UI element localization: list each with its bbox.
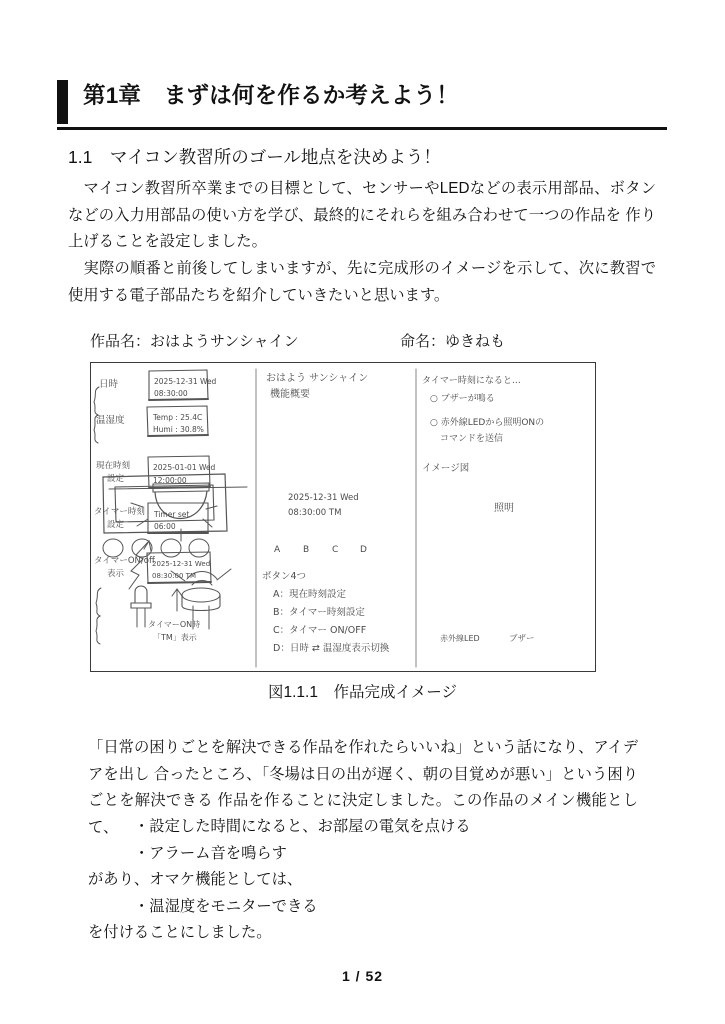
paragraph-3-line-3: 作品を作ることに決定しました。この作品のメイン機能として、	[88, 792, 638, 836]
fig-screen-1-line-1: Temp : 25.4C	[153, 413, 203, 422]
figure-sketch	[90, 362, 596, 672]
bullet-item-2: ・アラーム音を鳴らす	[134, 844, 287, 862]
paragraph-1-line-1: マイコン教習所卒業までの目標として、センサーやLEDなどの表示用部品、ボタン	[68, 180, 656, 197]
fig-button-desc-0: A：現在時刻設定	[273, 589, 346, 600]
figure-sketch-svg	[91, 363, 597, 673]
fig-right-item-2: コマンドを送信	[440, 434, 504, 444]
fig-screen-3-line-2: 06:00	[154, 522, 176, 531]
fig-button-d: D	[360, 545, 367, 555]
fig-left-annotation-2: 「TM」表示	[153, 633, 197, 642]
fig-lamp-label: 照明	[494, 503, 514, 514]
fig-left-label-0: 日時	[99, 379, 119, 390]
bullet-item-1: ・設定した時間になると、お部屋の電気を点ける	[134, 818, 471, 835]
fig-left-label-2a: 現在時刻	[96, 461, 131, 471]
fig-button-c: C	[332, 545, 339, 555]
figure-caption: 図1.1.1 作品完成イメージ	[267, 684, 457, 701]
fig-screen-0-line-2: 08:30:00	[154, 389, 188, 398]
paragraph-3-line-1: 「日常の困りごとを解決できる作品を作れたらいいね」という話になり、アイデアを出し	[88, 739, 638, 783]
section-heading: 1.1 マイコン教習所のゴール地点を決めよう！	[68, 147, 441, 167]
fig-screen-2-line-1: 2025-01-01 Wed	[153, 463, 216, 472]
paragraph-1-line-2: などの入力用部品の使い方を学び、最終的にそれらを組み合わせて一つの作品を	[68, 206, 621, 224]
fig-buttons-heading: ボタン4つ	[262, 571, 307, 582]
fig-left-label-4a: タイマーON/off	[94, 556, 155, 566]
chapter-heading	[57, 78, 667, 130]
fig-right-item-0: ○ ブザーが鳴る	[430, 394, 495, 404]
paragraph-2-line-1: 実際の順番と前後してしまいますが、先に完成形のイメージを示して、次に教習で	[68, 260, 656, 277]
figure-naming: 命名：ゆきねも	[400, 333, 506, 350]
fig-left-annotation-1: タイマーON時	[148, 620, 201, 629]
fig-right-heading: タイマー時刻になると…	[422, 376, 521, 386]
feature-list	[88, 814, 638, 947]
fig-left-label-3a: タイマー時刻	[94, 507, 145, 517]
paragraph-2	[68, 256, 656, 309]
fig-lcd-line-1: 2025-12-31 Wed	[288, 493, 359, 503]
fig-button-b: B	[303, 545, 310, 555]
fig-screen-1-line-2: Humi : 30.8%	[153, 425, 204, 434]
chapter-accent-bar	[57, 80, 68, 124]
fig-button-desc-1: B：タイマー時刻設定	[273, 607, 365, 618]
fig-screen-2-line-2: 12:00:00	[153, 476, 187, 485]
end-line: を付けることにしました。	[88, 924, 272, 941]
fig-lcd-line-2: 08:30:00 TM	[288, 508, 342, 518]
fig-screen-3-line-1: Timer set	[154, 510, 190, 519]
mid-line: があり、オマケ機能としては、	[88, 871, 303, 888]
paragraph-2-line-2: 使用する電子部品たちを紹介していきたいと思います。	[68, 286, 450, 304]
paragraph-1-line-3: 作り上げることを設定しました。	[68, 206, 657, 250]
fig-left-label-3b: 設定	[107, 520, 125, 530]
fig-screen-4-line-1: 2025-12-31 Wed	[152, 560, 211, 568]
paragraph-1	[68, 176, 656, 256]
fig-screen-4-line-2: 08:30:00 TM	[152, 572, 196, 580]
chapter-divider	[57, 127, 667, 130]
paragraph-3-line-2: 合ったところ、「冬場は日の出が遅く、朝の目覚めが悪い」という困りごとを解決できる	[88, 765, 639, 809]
fig-led-label: 赤外線LED	[440, 634, 480, 643]
fig-title-line-2: 機能概要	[270, 389, 310, 400]
fig-right-item-1: ○ 赤外線LEDから照明ONの	[430, 418, 545, 428]
bullet-item-3: ・温湿度をモニターできる	[134, 897, 318, 915]
chapter-title: 第1章 まずは何を作るか考えよう！	[83, 83, 459, 108]
page-number: 1 / 52	[341, 968, 384, 984]
fig-button-a: A	[274, 545, 281, 555]
fig-buzzer-label: ブザー	[509, 634, 535, 644]
fig-button-desc-2: C：タイマー ON/OFF	[273, 625, 367, 636]
fig-image-label: イメージ図	[422, 463, 470, 474]
fig-title-line-1: おはよう サンシャイン	[266, 373, 369, 384]
fig-left-label-4b: 表示	[107, 569, 125, 579]
figure-work-name: 作品名：おはようサンシャイン	[90, 333, 299, 350]
fig-left-label-2b: 設定	[107, 474, 125, 484]
fig-left-label-1: 温湿度	[96, 415, 125, 426]
fig-screen-0-line-1: 2025-12-31 Wed	[154, 377, 217, 386]
fig-button-desc-3: D：日時 ⇄ 温湿度表示切換	[273, 643, 390, 654]
